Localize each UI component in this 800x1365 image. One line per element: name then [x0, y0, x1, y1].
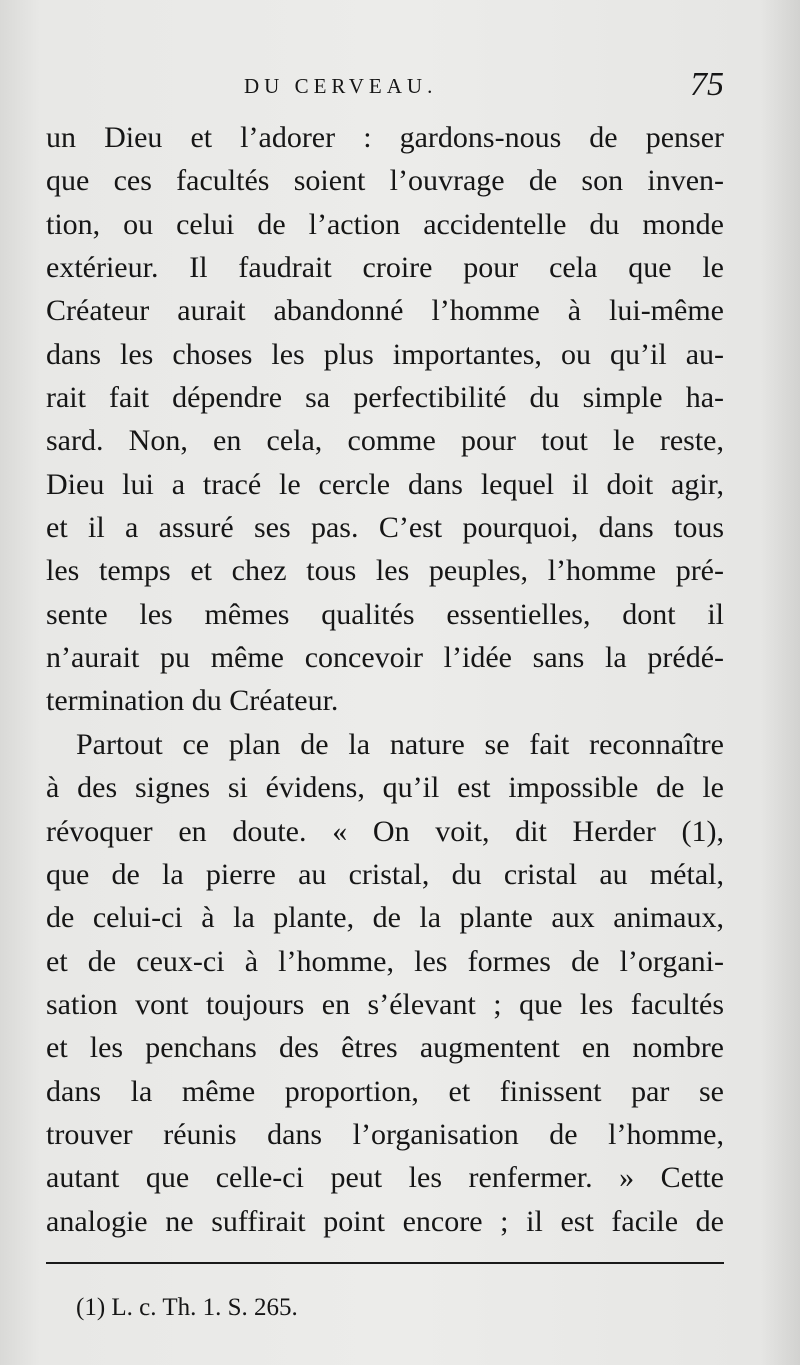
text-line: extérieur. Il faudrait croire pour cela que le	[46, 251, 724, 285]
body-text	[46, 116, 724, 1243]
running-title: DU CERVEAU.	[244, 74, 438, 98]
text-line: sente les mêmes qualités essentielles, dont il	[46, 597, 724, 631]
text-line: analogie ne suffirait point encore ; il est facile de	[46, 1204, 724, 1238]
footnote: (1) L. c. Th. 1. S. 265.	[76, 1294, 298, 1321]
text-line: et de ceux-ci à l’homme, les formes de l’organi-	[46, 944, 724, 978]
text-line: rait fait dépendre sa perfectibilité du simple ha-	[46, 381, 724, 415]
page-number: 75	[690, 66, 724, 103]
text-line: et il a assuré ses pas. C’est pourquoi, dans tous	[46, 511, 724, 545]
text-line: révoquer en doute. « On voit, dit Herder (1),	[46, 814, 724, 848]
text-line: sation vont toujours en s’élevant ; que les facultés	[46, 987, 724, 1021]
text-line: de celui-ci à la plante, de la plante aux animaux,	[46, 901, 724, 935]
text-line: un Dieu et l’adorer : gardons-nous de penser	[46, 121, 724, 154]
text-line: tion, ou celui de l’action accidentelle du monde	[46, 207, 724, 241]
text-line: Partout ce plan de la nature se fait reconnaître	[76, 727, 724, 761]
text-line: les temps et chez tous les peuples, l’homme pré-	[46, 554, 724, 588]
text-line: autant que celle-ci peut les renfermer. » Cette	[46, 1161, 724, 1195]
text-line: Dieu lui a tracé le cercle dans lequel il doit agir,	[46, 467, 724, 501]
text-line: que de la pierre au cristal, du cristal au métal,	[46, 857, 724, 891]
text-line: termination du Créateur.	[46, 684, 339, 718]
text-line: n’aurait pu même concevoir l’idée sans la prédé-	[46, 641, 724, 675]
text-line: à des signes si évidens, qu’il est impossible de le	[46, 771, 724, 805]
text-line: trouver réunis dans l’organisation de l’homme,	[46, 1117, 724, 1151]
running-head	[48, 66, 724, 116]
text-line: Créateur aurait abandonné l’homme à lui-même	[46, 294, 724, 328]
text-line: que ces facultés soient l’ouvrage de son inven-	[46, 164, 724, 198]
footnote-rule	[46, 1262, 724, 1264]
text-line: dans la même proportion, et finissent par se	[46, 1074, 724, 1108]
text-line: dans les choses les plus importantes, ou qu’il au-	[46, 337, 724, 371]
text-line: et les penchans des êtres augmentent en nombre	[46, 1031, 724, 1065]
text-line: sard. Non, en cela, comme pour tout le reste,	[46, 424, 724, 458]
